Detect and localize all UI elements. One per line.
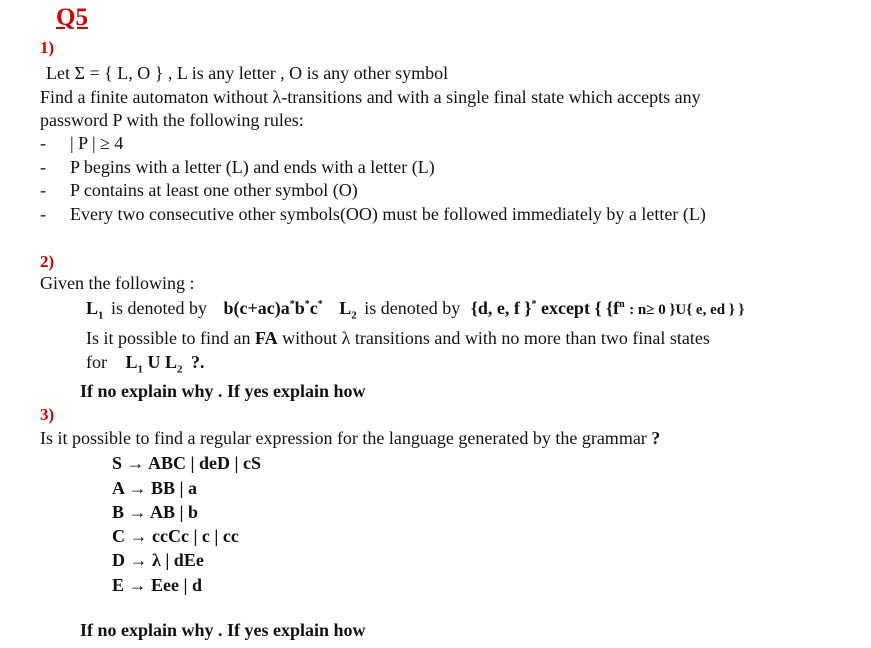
l2-expression: {d, e, f }* except { {$f^n$ : n≥ 0 }U{ e, ed } } <box>470 298 745 318</box>
l2-denoted: is denoted by <box>364 298 461 318</box>
q1-alphabet-line: Let Σ = { L, O } , L is any letter , O is any other symbol <box>46 63 449 83</box>
q2-explain: If no explain why . If yes explain how <box>80 381 366 401</box>
l1-expression: b(c+ac)a*b*c* <box>223 298 323 318</box>
grammar-rule-c: C → ccCc | c | cc <box>112 526 239 546</box>
rule-dash: - <box>40 157 46 177</box>
q1-task-line: Find a finite automaton without λ-transitions and with a single final state which accepts any <box>40 87 701 107</box>
question-1-number: 1) <box>40 38 55 57</box>
grammar-rule-d: D → λ | dEe <box>112 550 204 570</box>
l2-label: $L_2$ <box>339 298 357 322</box>
q2-intro: Given the following : <box>40 273 195 293</box>
fa-term: FA <box>255 328 278 348</box>
q3-explain: If no explain why . If yes explain how <box>80 620 366 640</box>
grammar-rule-b: B → AB | b <box>112 502 198 522</box>
rule-dash: - <box>40 180 46 200</box>
l1-denoted: is denoted by <box>111 298 208 318</box>
grammar-rule-a: A → BB | a <box>112 478 197 498</box>
rule-dash: - <box>40 133 46 153</box>
rule-other-symbol: P contains at least one other symbol (O) <box>70 180 358 200</box>
grammar-rule-e: E → Eee | d <box>112 575 202 595</box>
rule-dash: - <box>40 204 46 224</box>
q2-union-line: for $L_1$ U $L_2$ ?. <box>86 352 205 376</box>
q2-languages-line <box>86 298 744 322</box>
question-2-number: 2) <box>40 252 55 271</box>
q3-intro: Is it possible to find a regular expression for the language generated by the grammar ? <box>40 428 661 448</box>
page-title: Q5 <box>56 4 88 31</box>
rule-length: | P | ≥ 4 <box>70 133 124 153</box>
q1-task-line-2: password P with the following rules: <box>40 110 304 130</box>
q2-question-line: Is it possible to find an FA without λ transitions and with no more than two final states <box>86 328 710 348</box>
grammar-rule-s: S → ABC | deD | cS <box>112 453 261 473</box>
question-3-number: 3) <box>40 405 55 424</box>
rule-consecutive: Every two consecutive other symbols(OO) must be followed immediately by a letter (L) <box>70 204 706 224</box>
l1-label: $L_1$ <box>86 298 104 322</box>
rule-begins-ends: P begins with a letter (L) and ends with a letter (L) <box>70 157 435 177</box>
